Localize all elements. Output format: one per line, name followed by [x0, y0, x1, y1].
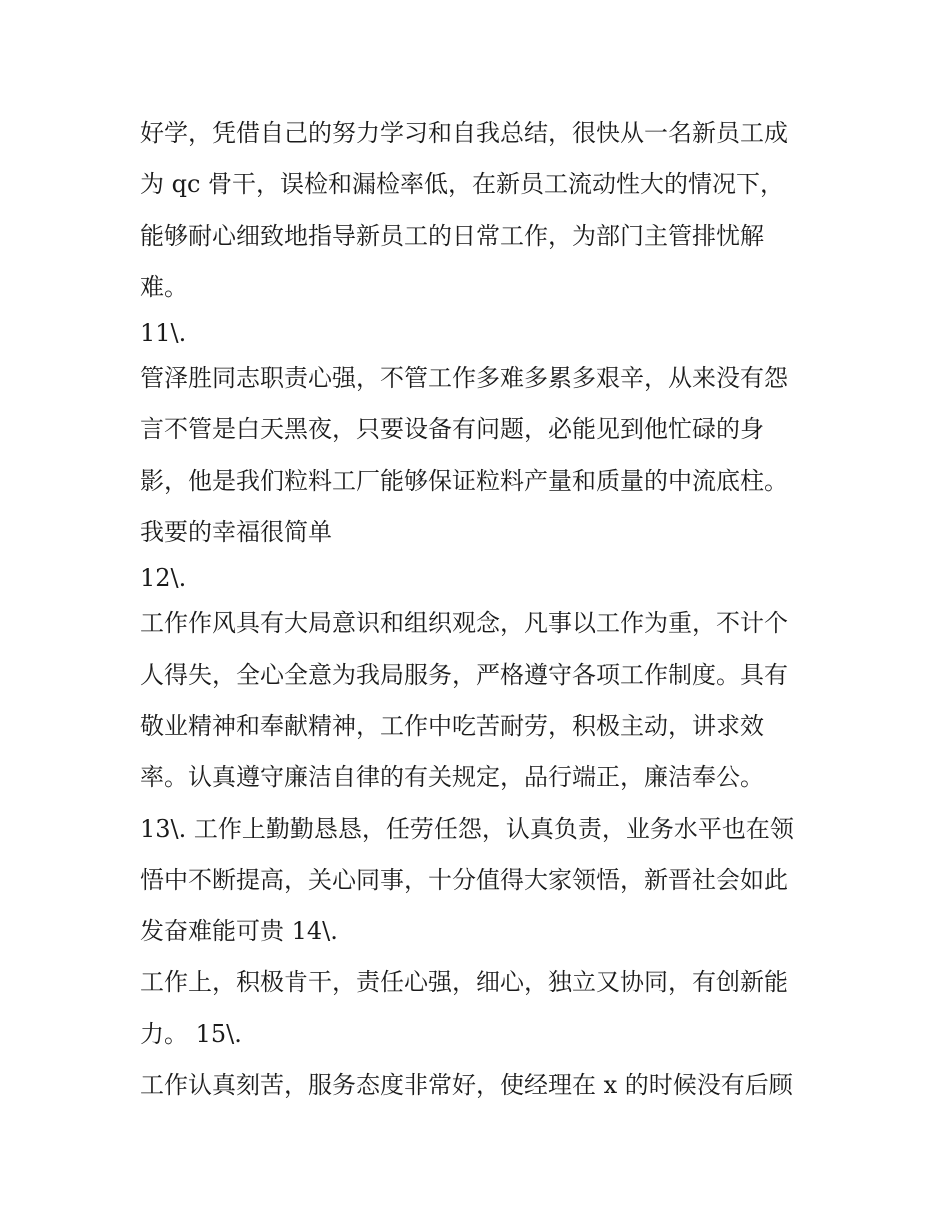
text-line: 能够耐心细致地指导新员工的日常工作，为部门主管排忧解 [140, 221, 764, 250]
item-number: 12\. [140, 564, 187, 593]
text-line: 工作作风具有大局意识和组织观念，凡事以工作为重，不计个 [140, 609, 788, 638]
text-line: 人得失，全心全意为我局服务，严格遵守各项工作制度。具有 [140, 660, 788, 689]
text-line: 悟中不断提高，关心同事，十分值得大家领悟，新晋社会如此 [140, 865, 788, 894]
text-line: 敬业精神和奉献精神，工作中吃苦耐劳，积极主动，讲求效 [140, 711, 764, 740]
text-line: 管泽胜同志职责心强，不管工作多难多累多艰辛，从来没有怨 [140, 364, 788, 393]
text-line: 13\. 工作上勤勤恳恳，任劳任怨，认真负责，业务水平也在领 [140, 814, 794, 843]
text-line: 难。 [140, 272, 188, 301]
item-number: 11\. [140, 319, 187, 348]
text-line: 发奋难能可贵 14\. [140, 917, 338, 946]
text-line: 好学，凭借自己的努力学习和自我总结，很快从一名新员工成 [140, 119, 788, 147]
text-line: 为 qc 骨干，误检和漏检率低，在新员工流动性大的情况下， [140, 170, 785, 199]
text-line: 言不管是白天黑夜，只要设备有问题，必能见到他忙碌的身 [140, 415, 764, 444]
text-line: 影，他是我们粒料工厂能够保证粒料产量和质量的中流底柱。 [140, 466, 788, 495]
text-line: 工作认真刻苦，服务态度非常好，使经理在 x 的时候没有后顾 [140, 1071, 793, 1100]
text-line: 率。认真遵守廉洁自律的有关规定，品行端正，廉洁奉公。 [140, 763, 764, 792]
text-line: 工作上，积极肯干，责任心强，细心，独立又协同，有创新能 [140, 968, 788, 997]
text-line: 我要的幸福很简单 [140, 518, 332, 547]
document-body [140, 108, 820, 1111]
text-line: 力。 15\. [140, 1019, 242, 1048]
